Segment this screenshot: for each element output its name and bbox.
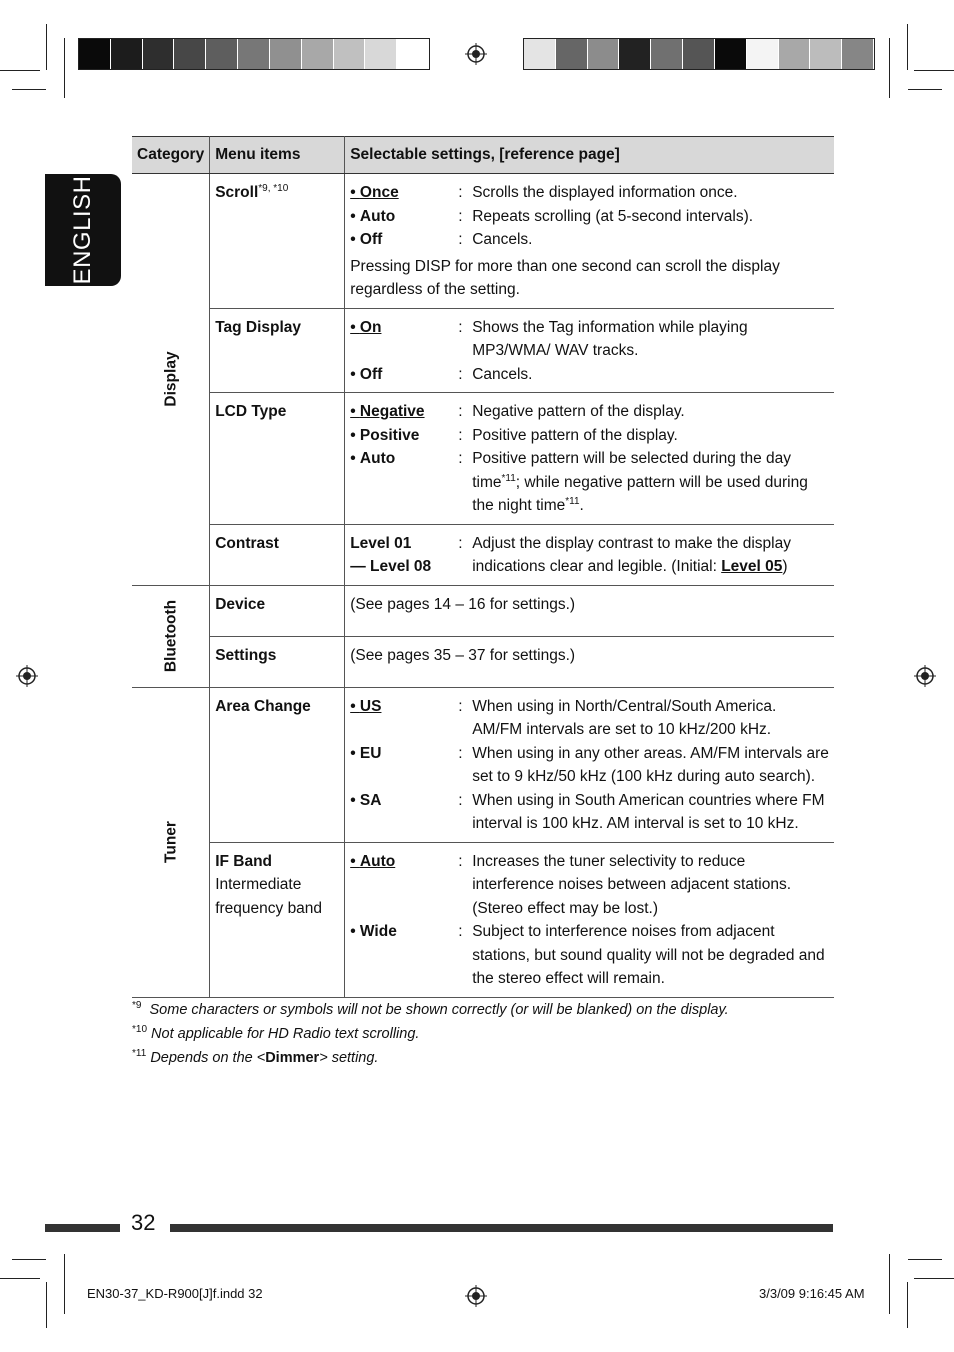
header-menu-items: Menu items	[210, 137, 345, 174]
menu-item: Contrast	[210, 524, 345, 585]
header-category: Category	[132, 137, 210, 174]
footnote: $^{*9}$ Some characters or symbols will not be shown correctly (or will be blanked) on the display.	[132, 1000, 729, 1018]
scroll-note: Pressing DISP for more than one second can scroll the display regardless of the setting.	[350, 257, 780, 298]
crop-mark	[889, 1254, 890, 1314]
page-rule	[45, 1224, 120, 1232]
table-row-tag-display	[132, 308, 834, 393]
option-item: • Negative : Negative pattern of the display.	[350, 400, 829, 424]
crop-mark	[907, 1282, 908, 1328]
option-item: • Positive : Positive pattern of the display.	[350, 424, 829, 448]
option-item: • Off : Cancels.	[350, 228, 829, 252]
table-row-contrast	[132, 524, 834, 585]
header-settings: Selectable settings, [reference page]	[345, 137, 834, 174]
option-item: • Once : Scrolls the displayed information once.	[350, 181, 829, 205]
category-label: Bluetooth	[161, 599, 179, 673]
menu-item: LCD Type	[210, 393, 345, 525]
crop-mark	[889, 38, 890, 98]
crop-mark	[908, 1259, 942, 1260]
crop-mark	[64, 1254, 65, 1314]
page-rule	[170, 1224, 833, 1232]
crop-mark	[46, 24, 47, 70]
crop-mark	[64, 38, 65, 98]
crop-mark	[12, 89, 46, 90]
menu-item: Tag Display	[210, 308, 345, 393]
table-row-area-change	[132, 687, 834, 842]
settings-cell: (See pages 14 – 16 for settings.)	[345, 585, 834, 636]
menu-item: Area Change	[210, 687, 345, 842]
registration-mark-icon	[16, 665, 38, 687]
footnote: $^{*11}$ Depends on the <Dimmer> setting.	[132, 1048, 379, 1066]
option-item: Level 01 — Level 08 : Adjust the display contrast to make the display indications clear and legible. (Initial: Level 05)	[350, 534, 791, 575]
registration-mark-icon	[465, 1285, 487, 1307]
menu-item: Device	[210, 585, 345, 636]
category-display	[132, 174, 210, 586]
crop-mark	[908, 89, 942, 90]
settings-cell	[345, 524, 834, 585]
table-row-scroll	[132, 174, 834, 309]
menu-item: IF Band Intermediate frequency band	[210, 842, 345, 997]
settings-cell	[345, 393, 834, 525]
crop-mark	[914, 1278, 954, 1279]
option-item: • US : When using in North/Central/South America. AM/FM intervals are set to 10 kHz/200 kHz.	[350, 695, 829, 742]
settings-cell	[345, 174, 834, 309]
option-item: • Auto : Positive pattern will be selected during the day time$^{*11}$; while negative pattern will be used during the night time$^{*11}$.	[350, 447, 829, 518]
settings-cell	[345, 842, 834, 997]
crop-mark	[914, 70, 954, 71]
grayscale-bar-left	[78, 38, 430, 70]
settings-table	[132, 136, 834, 998]
settings-cell	[345, 687, 834, 842]
crop-mark	[907, 24, 908, 70]
grayscale-bar-right	[523, 38, 875, 70]
table-header	[132, 137, 834, 174]
option-item: • SA : When using in South American countries where FM interval is 100 kHz. AM interval is set to 10 kHz.	[350, 789, 829, 836]
settings-cell	[345, 308, 834, 393]
option-item: • On : Shows the Tag information while playing MP3/WMA/ WAV tracks.	[350, 316, 829, 363]
category-label: Display	[161, 351, 179, 407]
crop-mark	[0, 1278, 40, 1279]
option-item: • Auto : Repeats scrolling (at 5-second intervals).	[350, 205, 829, 229]
option-item: • Wide : Subject to interference noises from adjacent stations, but sound quality will not be degraded and the stereo effect will remain.	[350, 920, 829, 991]
footnote: $^{*10}$ Not applicable for HD Radio text scrolling.	[132, 1024, 420, 1042]
table-row-settings	[132, 636, 834, 687]
option-item: • Auto : Increases the tuner selectivity to reduce interference noises between adjacent stations. (Stereo effect may be lost.)	[350, 850, 829, 921]
table-row-device	[132, 585, 834, 636]
crop-mark	[46, 1282, 47, 1328]
category-label: Tuner	[161, 821, 179, 863]
option-item: • Off : Cancels.	[350, 363, 829, 387]
table-row-if-band	[132, 842, 834, 997]
table-row-lcd-type	[132, 393, 834, 525]
registration-mark-icon	[914, 665, 936, 687]
settings-cell: (See pages 35 – 37 for settings.)	[345, 636, 834, 687]
category-bluetooth	[132, 585, 210, 687]
registration-mark-icon	[465, 43, 487, 65]
crop-mark	[0, 70, 40, 71]
menu-item: Scroll$^{*9, *10}$	[210, 174, 345, 309]
footer-file: EN30-37_KD-R900[J]f.indd 32	[87, 1286, 263, 1301]
language-tab-label: ENGLISH	[69, 175, 96, 285]
crop-mark	[12, 1259, 46, 1260]
menu-item: Settings	[210, 636, 345, 687]
footer-date: 3/3/09 9:16:45 AM	[759, 1286, 865, 1301]
category-tuner	[132, 687, 210, 997]
page-number: 32	[131, 1210, 156, 1235]
option-item: • EU : When using in any other areas. AM/FM intervals are set to 9 kHz/50 kHz (100 kHz during auto search).	[350, 742, 829, 789]
language-tab	[45, 174, 121, 286]
